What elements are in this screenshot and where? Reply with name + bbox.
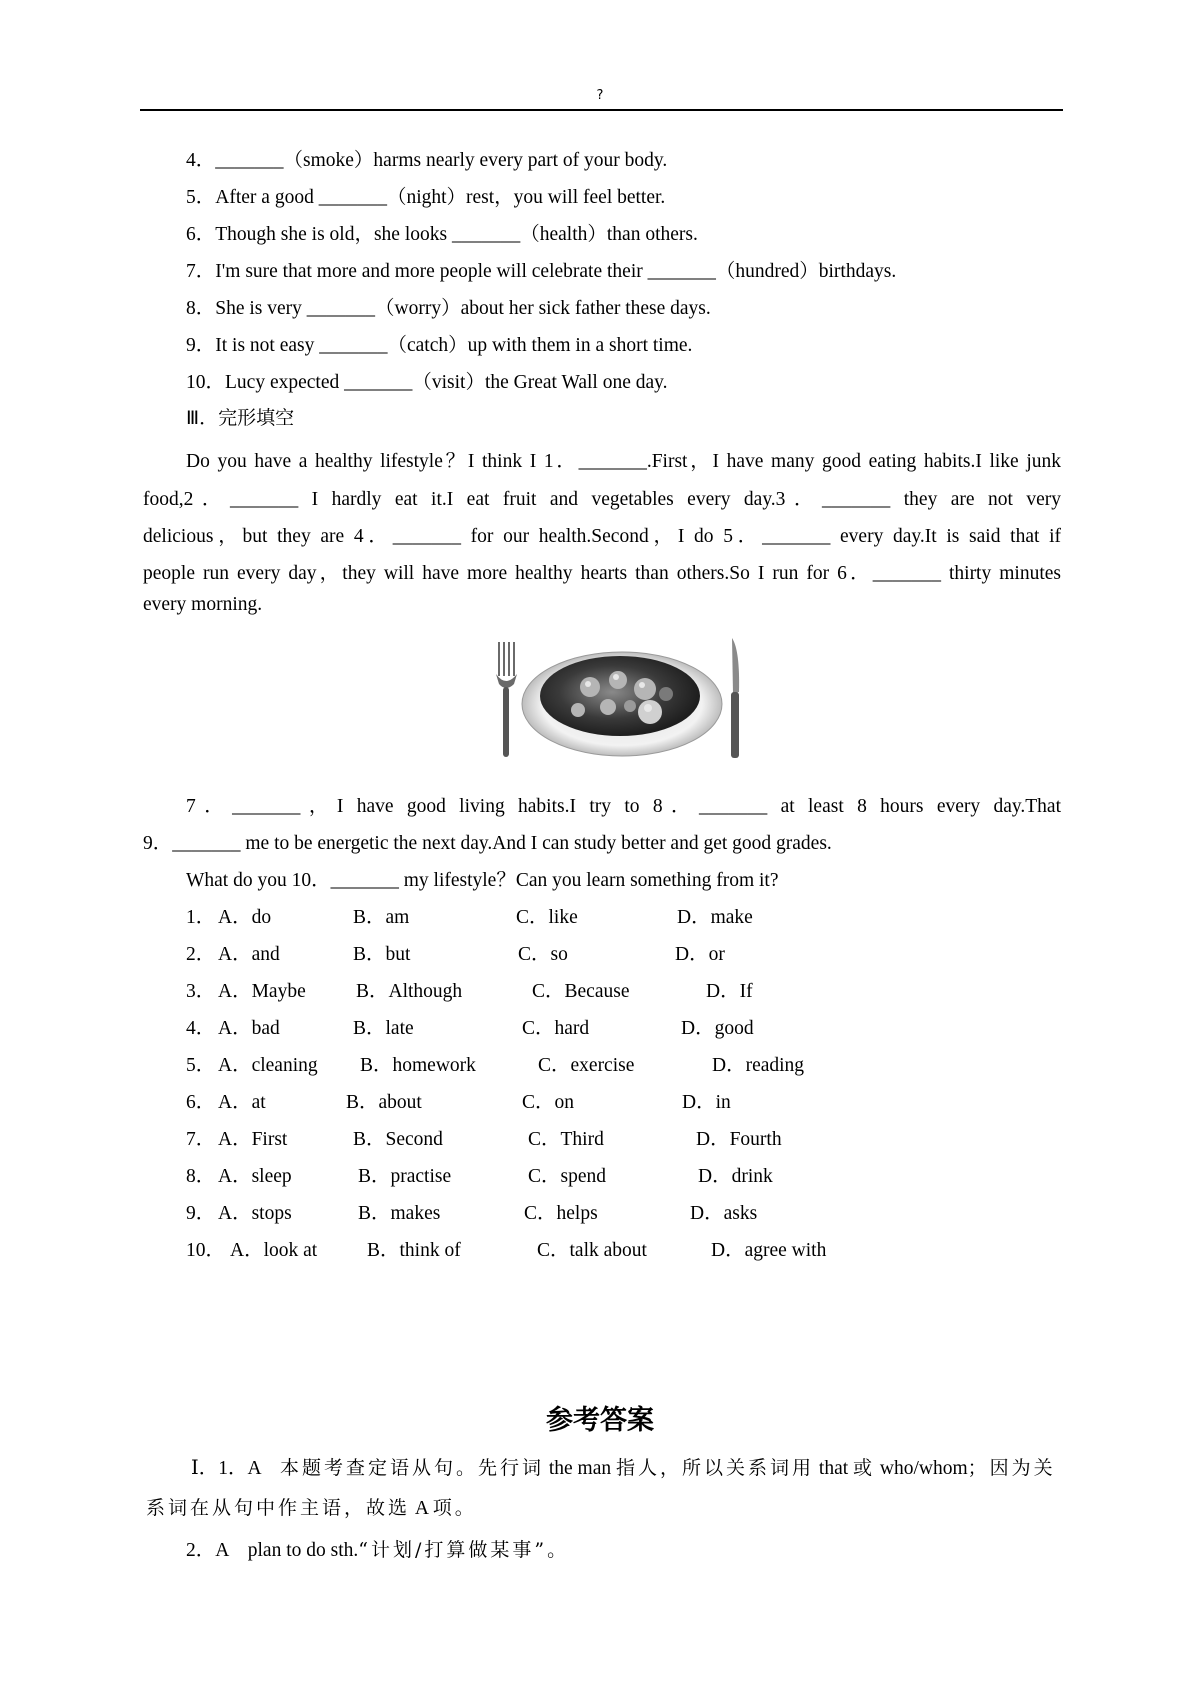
option-b: B．late xyxy=(353,1018,414,1039)
item-text: Though she is old，she looks _______（health）than others. xyxy=(215,224,698,245)
fill-in-item-6 xyxy=(186,218,698,246)
option-c: C．exercise xyxy=(538,1055,635,1076)
option-c: C．on xyxy=(522,1092,575,1113)
option-c: C．like xyxy=(516,907,578,928)
answer-explanation: 本题考查定语从句。先行词 xyxy=(279,1457,544,1479)
option-d: D．good xyxy=(681,1018,754,1039)
option-d: D．or xyxy=(675,944,725,965)
option-row-number: 5． xyxy=(186,1055,216,1076)
option-row-number: 1． xyxy=(186,907,216,928)
option-c: C．spend xyxy=(528,1166,607,1187)
option-d: D．asks xyxy=(690,1203,758,1224)
option-c: C．hard xyxy=(522,1018,590,1039)
item-text: She is very _______（worry）about her sick father these days. xyxy=(215,298,711,319)
answer-2 xyxy=(186,1534,569,1562)
header-rule xyxy=(140,109,1063,111)
option-d: D．If xyxy=(706,981,753,1002)
option-row-number: 2． xyxy=(186,944,216,965)
passage-line: people run every day，they will have more healthy hearts than others.So I run for 6．_______ thirty minutes xyxy=(143,563,1061,584)
option-a: A．sleep xyxy=(218,1166,292,1187)
option-c: C．so xyxy=(518,944,568,965)
option-c: C．talk about xyxy=(537,1240,647,1261)
fill-in-item-7 xyxy=(186,255,896,283)
answer-term: who/whom xyxy=(875,1458,968,1479)
option-b: B．homework xyxy=(360,1055,476,1076)
option-d: D．drink xyxy=(698,1166,773,1187)
option-row-number: 7． xyxy=(186,1129,216,1150)
item-text: _______（smoke）harms nearly every part of your body. xyxy=(215,150,668,171)
option-a: A．stops xyxy=(218,1203,292,1224)
plate-illustration xyxy=(490,632,755,764)
item-number: 9． xyxy=(186,335,216,356)
option-b: B．am xyxy=(353,907,410,928)
option-b: B．think of xyxy=(367,1240,461,1261)
answer-explanation: “计划/打算做某事”。 xyxy=(358,1539,570,1561)
answer-explanation: 指人，所以关系词用 xyxy=(616,1457,815,1479)
answer-explanation: 系词在从句中作主语，故选 xyxy=(146,1497,411,1519)
option-b: B．practise xyxy=(358,1166,452,1187)
passage-line: What do you 10．_______ my lifestyle？Can you learn something from it? xyxy=(186,870,779,891)
answer-key-title: 参考答案 xyxy=(546,1405,654,1436)
answer-term: 2．A plan to do sth. xyxy=(186,1540,359,1561)
item-number: 5． xyxy=(186,187,216,208)
option-b: B．Second xyxy=(353,1129,443,1150)
option-a: A．at xyxy=(218,1092,266,1113)
option-b: B．Although xyxy=(356,981,463,1002)
option-d: D．reading xyxy=(712,1055,805,1076)
option-d: D．in xyxy=(682,1092,731,1113)
option-b: B．but xyxy=(353,944,411,965)
item-number: 4． xyxy=(186,150,216,171)
header-mark: ? xyxy=(596,88,604,103)
answer-term: the man xyxy=(543,1458,617,1479)
item-number: 8． xyxy=(186,298,216,319)
plate-with-fork-and-knife-icon xyxy=(490,632,755,764)
answer-term: A xyxy=(410,1498,433,1519)
answer-1-line-1 xyxy=(191,1452,1056,1480)
option-a: A．cleaning xyxy=(218,1055,318,1076)
passage-line: 9．_______ me to be energetic the next day.And I can study better and get good grades. xyxy=(143,833,832,854)
passage-line: food,2．_______ I hardly eat it.I eat fruit and vegetables every day.3．_______ they are not very xyxy=(143,489,1061,510)
option-c: C．Because xyxy=(532,981,630,1002)
option-d: D．make xyxy=(677,907,753,928)
item-number: 6． xyxy=(186,224,216,245)
option-d: D．agree with xyxy=(711,1240,827,1261)
option-row-number: 3． xyxy=(186,981,216,1002)
option-row-number: 9． xyxy=(186,1203,216,1224)
option-row-number: 6． xyxy=(186,1092,216,1113)
section-title-cloze: Ⅲ．完形填空 xyxy=(186,407,295,429)
option-b: B．makes xyxy=(358,1203,441,1224)
option-a: A．First xyxy=(218,1129,288,1150)
option-a: A．Maybe xyxy=(218,981,306,1002)
answer-1-line-2 xyxy=(146,1493,477,1520)
option-a: A．and xyxy=(218,944,280,965)
option-d: D．Fourth xyxy=(696,1129,782,1150)
option-row-number: 10． xyxy=(186,1240,226,1261)
item-text: I'm sure that more and more people will celebrate their _______（hundred）birthdays. xyxy=(215,261,897,282)
answer-term: that xyxy=(814,1458,854,1479)
passage-line: 7．_______，I have good living habits.I try to 8．_______ at least 8 hours every day.That xyxy=(186,796,1061,817)
passage-line: Do you have a healthy lifestyle？I think I 1．_______.First，I have many good eating habits.I like junk xyxy=(186,451,1061,472)
option-a: A．look at xyxy=(230,1240,318,1261)
item-text: It is not easy _______（catch）up with them in a short time. xyxy=(215,335,693,356)
answer-number: Ⅰ．1．A xyxy=(191,1458,280,1479)
answer-explanation: 或 xyxy=(853,1457,876,1479)
option-row-number: 8． xyxy=(186,1166,216,1187)
fill-in-item-10 xyxy=(186,366,668,394)
fill-in-item-5 xyxy=(186,181,665,209)
option-c: C．Third xyxy=(528,1129,604,1150)
item-text: After a good _______（night）rest，you will feel better. xyxy=(215,187,666,208)
option-b: B．about xyxy=(346,1092,422,1113)
answer-explanation: 项。 xyxy=(432,1497,477,1519)
item-text: Lucy expected _______（visit）the Great Wall one day. xyxy=(225,372,668,393)
fill-in-item-8 xyxy=(186,292,711,320)
option-a: A．bad xyxy=(218,1018,280,1039)
item-number: 10． xyxy=(186,372,226,393)
item-number: 7． xyxy=(186,261,216,282)
answer-explanation: ；因为关 xyxy=(967,1457,1056,1479)
option-a: A．do xyxy=(218,907,272,928)
passage-line: delicious，but they are 4．_______ for our health.Second，I do 5．_______ every day.It is said that if xyxy=(143,526,1061,547)
passage-line: every morning. xyxy=(143,594,263,615)
fill-in-item-9 xyxy=(186,329,692,357)
option-c: C．helps xyxy=(524,1203,598,1224)
option-row-number: 4． xyxy=(186,1018,216,1039)
fill-in-item-4 xyxy=(186,144,667,172)
